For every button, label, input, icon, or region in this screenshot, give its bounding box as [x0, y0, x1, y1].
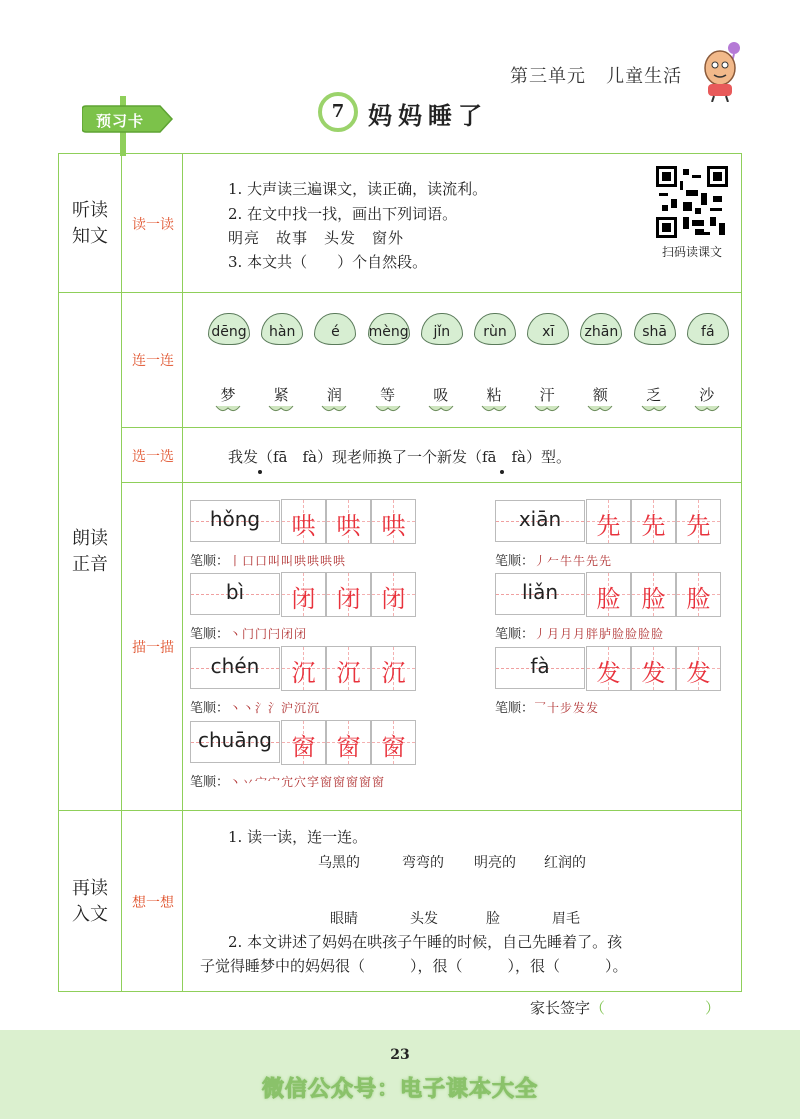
tracing-char: 闭 — [291, 585, 316, 613]
tracing-cell[interactable] — [586, 499, 631, 544]
pinyin-box — [495, 647, 585, 689]
leaf-icon — [267, 404, 295, 414]
pinyin-pill: xī — [527, 313, 569, 345]
wechat-banner: 微信公众号：电子课本大全 — [261, 1077, 538, 1102]
tracing-cell[interactable] — [326, 646, 371, 691]
hanzi-char: 润 — [326, 386, 342, 404]
emphasis-dot — [258, 470, 262, 474]
stroke-sequence: 丶门门闩闭闭 — [229, 627, 308, 641]
tracing-cell[interactable] — [326, 572, 371, 617]
tracing-cell[interactable] — [371, 720, 416, 765]
section-listen-read — [62, 198, 118, 250]
tracing-char: 哄 — [336, 512, 361, 540]
tracing-char: 窗 — [381, 733, 406, 761]
noun: 眉毛 — [552, 911, 580, 927]
question-2-line2: 子觉得睡梦中的妈妈很（ ），很（ ），很（ ）。 — [200, 957, 628, 975]
stroke-order — [495, 623, 664, 642]
tracing-cell[interactable] — [281, 499, 326, 544]
choose-sentence: 我发（fā fà）现老师换了一个新发（fā fà）型。 — [228, 448, 571, 466]
tracing-cell[interactable] — [631, 499, 676, 544]
stroke-order-label: 笔顺： — [190, 627, 230, 642]
qr-caption: 扫码读课文 — [661, 245, 722, 259]
instruction-line: 3. 本文共（ ）个自然段。 — [228, 253, 428, 271]
emphasis-dot — [500, 470, 504, 474]
leaf-icon — [374, 404, 402, 414]
stroke-order-label: 笔顺： — [190, 775, 230, 790]
unit-heading — [510, 62, 682, 88]
pinyin-pill: hàn — [261, 313, 303, 345]
parent-signature-label: 家长签字 — [530, 999, 591, 1017]
pinyin-box — [190, 721, 280, 763]
tracing-cell[interactable] — [371, 499, 416, 544]
stroke-order — [190, 771, 385, 790]
tracing-char: 窗 — [336, 733, 361, 761]
instruction-line: 2. 在文中找一找，画出下列词语。 — [228, 205, 458, 223]
pinyin-text: xiān — [518, 507, 562, 531]
sub-label-think: 想一想 — [132, 895, 174, 911]
question-1: 1. 读一读，连一连。 — [228, 828, 368, 846]
section-title-line2: 入文 — [72, 904, 108, 925]
lesson-title: 妈妈睡了 — [368, 101, 488, 130]
section-read-aloud — [62, 526, 118, 578]
tracing-cell[interactable] — [281, 646, 326, 691]
stroke-sequence: 丨口口叫叫哄哄哄哄 — [229, 554, 347, 568]
pinyin-box — [495, 573, 585, 615]
instruction-line: 1. 大声读三遍课文，读正确，读流利。 — [228, 180, 488, 198]
unit-label: 第三单元 — [510, 66, 586, 87]
pinyin-text: hǒng — [209, 507, 261, 531]
pinyin-text: fà — [530, 654, 550, 678]
pinyin-box — [190, 573, 280, 615]
sub-label-connect: 连一连 — [132, 353, 174, 369]
tracing-char: 先 — [596, 512, 621, 540]
tracing-cell[interactable] — [586, 646, 631, 691]
hanzi-char: 等 — [380, 386, 396, 404]
tracing-char: 脸 — [686, 585, 711, 613]
hanzi-char: 梦 — [220, 386, 236, 404]
leaf-icon — [533, 404, 561, 414]
tracing-char: 发 — [686, 659, 711, 687]
pinyin-pill: jǐn — [421, 313, 463, 345]
leaf-icon — [427, 404, 455, 414]
tracing-char: 沉 — [381, 659, 406, 687]
tracing-char: 脸 — [596, 585, 621, 613]
leaf-icon — [320, 404, 348, 414]
pinyin-pill: rùn — [474, 313, 516, 345]
question-2-line1: 2. 本文讲述了妈妈在哄孩子午睡的时候，自己先睡着了。孩 — [228, 933, 623, 951]
tracing-char: 发 — [641, 659, 666, 687]
word-list: 明亮 故事 头发 窗外 — [228, 229, 405, 247]
stroke-order — [190, 623, 307, 642]
tracing-cell[interactable] — [371, 572, 416, 617]
tracing-char: 先 — [641, 512, 666, 540]
pinyin-text: liǎn — [521, 580, 559, 604]
stroke-order-label: 笔顺： — [495, 554, 535, 569]
tracing-char: 沉 — [291, 659, 316, 687]
stroke-sequence: 丿月月月胖胪脸脸脸脸 — [534, 627, 665, 641]
stroke-order — [495, 550, 612, 569]
sub-label-trace: 描一描 — [132, 640, 174, 656]
noun: 头发 — [410, 911, 438, 927]
section-title-line1: 听读 — [72, 200, 108, 221]
tracing-char: 先 — [686, 512, 711, 540]
section-title-line1: 朗读 — [72, 528, 108, 549]
tracing-cell[interactable] — [281, 572, 326, 617]
leaf-icon — [693, 404, 721, 414]
hanzi-char: 沙 — [699, 386, 715, 404]
adjective: 红润的 — [544, 855, 586, 871]
hanzi-char: 粘 — [486, 386, 502, 404]
section-title-line2: 知文 — [72, 226, 108, 247]
adjective: 弯弯的 — [402, 855, 444, 871]
noun: 脸 — [486, 911, 500, 927]
hanzi-char: 乏 — [646, 386, 662, 404]
pinyin-pill: dēng — [208, 313, 250, 345]
stroke-sequence: 丶丶氵氵沪沉沉 — [229, 701, 321, 715]
hanzi-char: 紧 — [273, 386, 289, 404]
stroke-order-label: 笔顺： — [190, 701, 230, 716]
unit-title: 儿童生活 — [606, 66, 683, 87]
mascot-icon — [700, 40, 748, 102]
pinyin-box — [190, 500, 280, 542]
hanzi-char: 吸 — [433, 386, 449, 404]
paren-open: （ — [590, 999, 606, 1017]
page-number: 23 — [390, 1047, 410, 1063]
tracing-char: 沉 — [336, 659, 361, 687]
tracing-cell[interactable] — [631, 646, 676, 691]
tracing-cell[interactable] — [676, 572, 721, 617]
section-reread — [62, 876, 118, 928]
tracing-char: 哄 — [381, 512, 406, 540]
paren-close: ） — [705, 999, 721, 1017]
pinyin-text: bì — [225, 580, 245, 604]
tracing-char: 发 — [596, 659, 621, 687]
tracing-char: 脸 — [641, 585, 666, 613]
adjective: 明亮的 — [474, 855, 516, 871]
section-title-line1: 再读 — [72, 878, 108, 899]
section-title-line2: 正音 — [72, 554, 108, 575]
tracing-char: 闭 — [381, 585, 406, 613]
pinyin-pill: zhān — [580, 313, 622, 345]
tracing-cell[interactable] — [371, 646, 416, 691]
preview-tag-label: 预习卡 — [96, 112, 145, 130]
pinyin-pill: mèng — [368, 313, 410, 345]
stroke-order — [190, 550, 346, 569]
tracing-cell[interactable] — [326, 499, 371, 544]
hanzi-char: 汗 — [539, 386, 555, 404]
tracing-cell[interactable] — [586, 572, 631, 617]
tracing-char: 窗 — [291, 733, 316, 761]
tracing-char: 哄 — [291, 512, 316, 540]
stroke-order — [495, 697, 599, 716]
hanzi-char: 额 — [592, 386, 608, 404]
tracing-cell[interactable] — [676, 646, 721, 691]
parent-signature — [530, 997, 720, 1018]
adjective: 乌黑的 — [318, 855, 360, 871]
noun: 眼睛 — [330, 911, 358, 927]
tracing-cell[interactable] — [326, 720, 371, 765]
tracing-cell[interactable] — [676, 499, 721, 544]
qr-code-icon[interactable] — [656, 166, 728, 238]
leaf-icon — [586, 404, 614, 414]
pinyin-box — [190, 647, 280, 689]
pinyin-box — [495, 500, 585, 542]
lesson-number: 7 — [331, 101, 345, 122]
stroke-order-label: 笔顺： — [495, 627, 535, 642]
stroke-order — [190, 697, 320, 716]
sub-label-choose: 选一选 — [132, 449, 174, 465]
pinyin-text: chuāng — [198, 728, 272, 752]
stroke-sequence: 丿𠂉牛牛先先 — [534, 554, 613, 568]
tracing-cell[interactable] — [281, 720, 326, 765]
leaf-icon — [640, 404, 668, 414]
leaf-icon — [214, 404, 242, 414]
pinyin-pill: fá — [687, 313, 729, 345]
stroke-sequence: 乛十步发发 — [534, 701, 600, 715]
tracing-char: 闭 — [336, 585, 361, 613]
stroke-sequence: 丶丷宀宀宂穴穻窗窗窗窗窗 — [229, 775, 386, 789]
pinyin-pill: é — [314, 313, 356, 345]
pinyin-pill: shā — [634, 313, 676, 345]
stroke-order-label: 笔顺： — [495, 701, 535, 716]
stroke-order-label: 笔顺： — [190, 554, 230, 569]
leaf-icon — [480, 404, 508, 414]
sub-label-read: 读一读 — [132, 217, 174, 233]
tracing-cell[interactable] — [631, 572, 676, 617]
pinyin-text: chén — [210, 654, 260, 678]
